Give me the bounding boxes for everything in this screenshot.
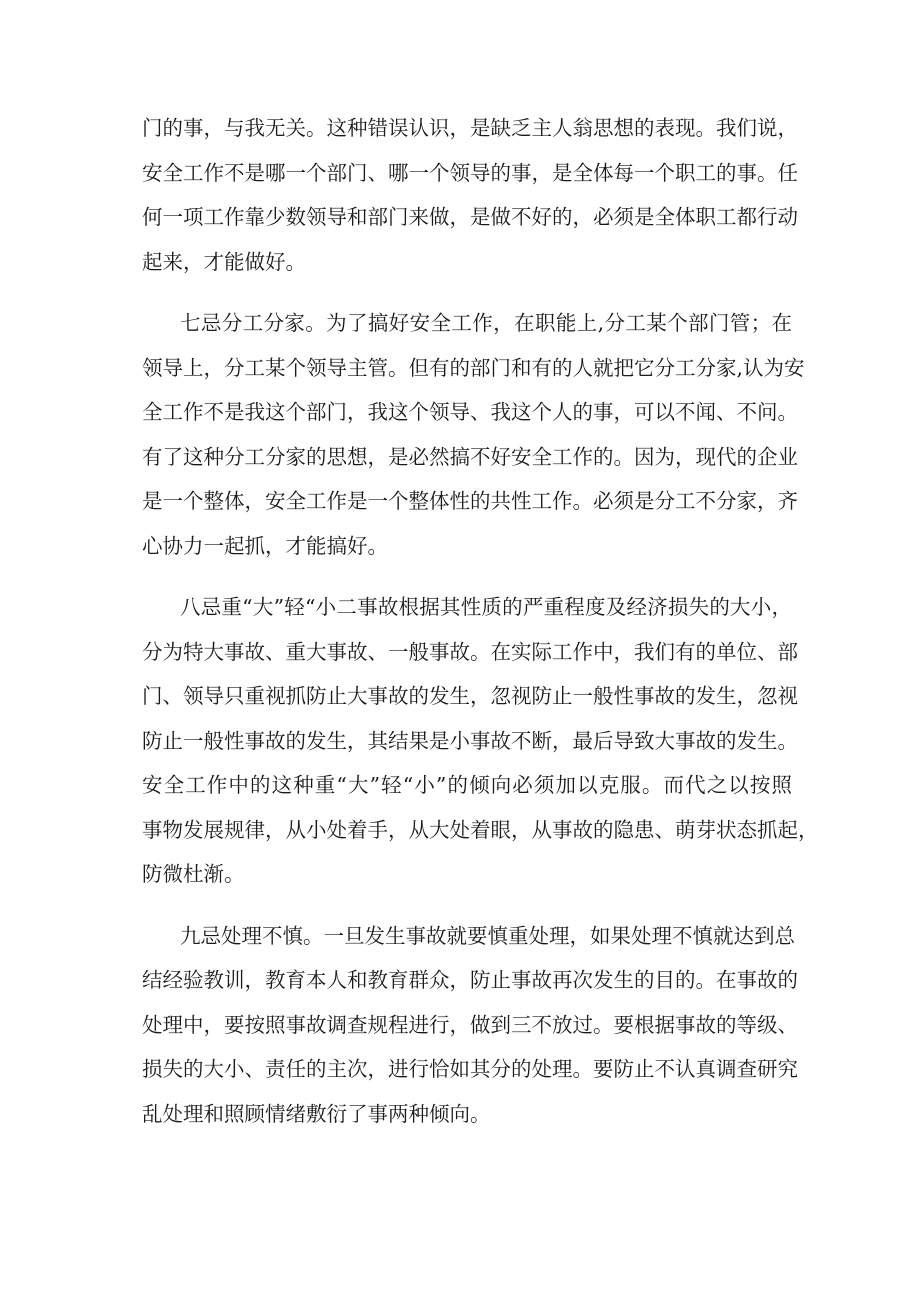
paragraph-2-line-6: 心协力一起抓，才能搞好。: [142, 533, 388, 558]
paragraph-1-line-3: 何一项工作靠少数领导和部门来做，是做不好的，必须是全体职工都行动: [142, 205, 798, 229]
paragraph-gap: [142, 284, 792, 301]
paragraph-4-line-5: 乱处理和照顾情绪敷衍了事两种倾向。: [142, 1101, 491, 1126]
paragraph-1-line-4: 起来，才能做好。: [142, 249, 306, 274]
paragraph-3-line-3: 门、领导只重视抓防止大事故的发生，忽视防止一般性事故的发生，忽视: [142, 684, 798, 708]
paragraph-4-line-3: 处理中，要按照事故调查规程进行，做到三不放过。要根据事故的等级、: [142, 1012, 798, 1037]
paragraph-4-line-2: 结经验教训，教育本人和教育群众，防止事故再次发生的目的。在事故的: [142, 968, 798, 992]
paragraph-2-line-4: 有了这种分工分家的思想，是必然搞不好安全工作的。因为，现代的企业: [142, 444, 798, 469]
paragraph-3-line-6: 事物发展规律，从小处着手，从大处着眼，从事故的隐患、萌芽状态抓起，: [142, 817, 819, 842]
paragraph-2-line-3: 全工作不是我这个部门，我这个领导、我这个人的事，可以不闻、不问。: [142, 400, 798, 424]
paragraph-1-line-2: 安全工作不是哪一个部门、哪一个领导的事，是全体每一个职工的事。任: [142, 160, 798, 185]
paragraph-4-line-1: 九忌处理不慎。一旦发生事故就要慎重处理，如果处理不慎就达到总: [180, 923, 795, 948]
paragraph-3-line-1: 八忌重“大”轻“小二事故根据其性质的严重程度及经济损失的大小，: [180, 595, 792, 619]
paragraph-3-line-7: 防微杜渐。: [142, 862, 245, 886]
document-body: [142, 106, 819, 1136]
paragraph-2-line-2: 领导上，分工某个领导主管。但有的部门和有的人就把它分工分家,认为安: [142, 355, 805, 380]
paragraph-3-line-5: 安全工作中的这种重“大”轻“小”的倾向必须加以克服。而代之以按照: [142, 773, 792, 797]
paragraph-3-line-2: 分为特大事故、重大事故、一般事故。在实际工作中，我们有的单位、部: [142, 639, 798, 664]
paragraph-2-line-1: 七忌分工分家。为了搞好安全工作，在职能上,分工某个部门管；在: [180, 311, 792, 335]
paragraph-gap: [142, 568, 792, 585]
paragraph-2-line-5: 是一个整体，安全工作是一个整体性的共性工作。必须是分工不分家，齐: [142, 489, 798, 513]
paragraph-4-line-4: 损失的大小、责任的主次，进行恰如其分的处理。要防止不认真调查研究: [142, 1057, 798, 1081]
paragraph-gap: [142, 897, 792, 914]
paragraph-3-line-4: 防止一般性事故的发生，其结果是小事故不断，最后导致大事故的发生。: [142, 728, 798, 753]
paragraph-1-line-1: 门的事，与我无关。这种错误认识，是缺乏主人翁思想的表现。我们说，: [142, 116, 798, 140]
